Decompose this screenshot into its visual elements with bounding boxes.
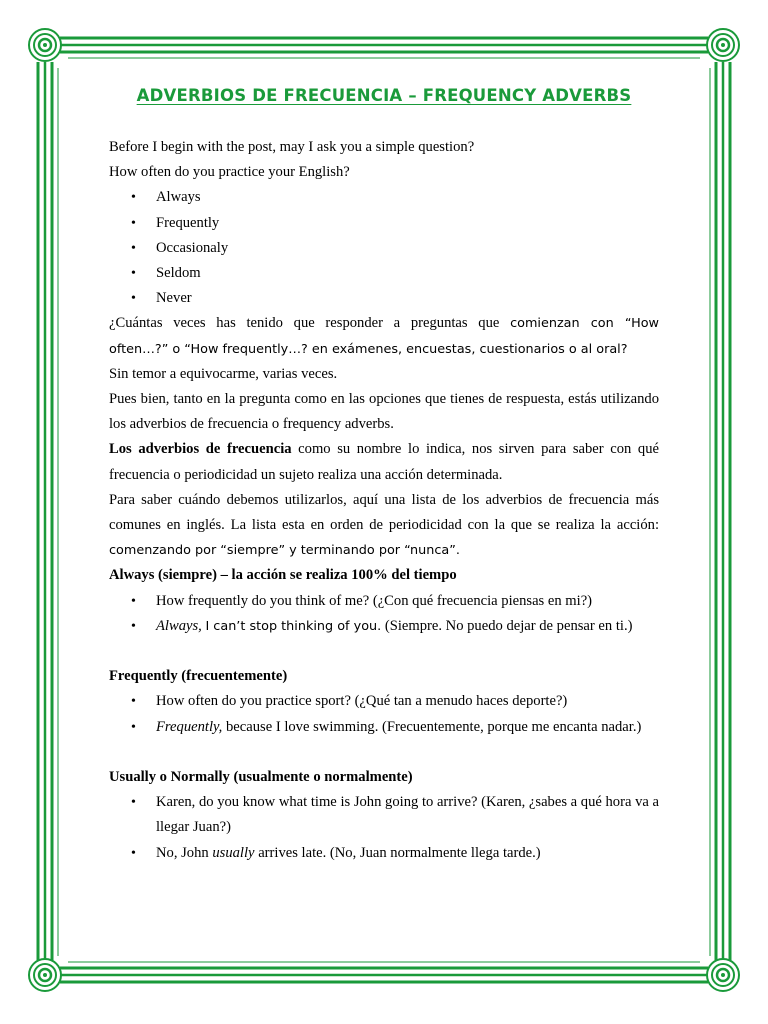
- usually-examples: [109, 790, 659, 866]
- intro-question: How often do you practice your English?: [109, 164, 350, 181]
- paragraph-sin-temor: Sin temor a equivocarme, varias veces.: [109, 365, 338, 382]
- list-item: • Always: [109, 185, 659, 210]
- paragraph-pues-bien: Pues bien, tanto en la pregunta como en las opciones que tienes de respuesta, estás utilizando los adverbios de frecuencia o frequency adverbs.: [109, 391, 659, 433]
- section-heading-always: Always (siempre) – la acción se realiza 100% del tiempo: [109, 567, 457, 584]
- section-heading-usually: Usually o Normally (usualmente o normalmente): [109, 769, 413, 786]
- spacer: [109, 639, 659, 664]
- section-heading-frequently: Frequently (frecuentemente): [109, 668, 288, 685]
- list-item: • Frequently, because I love swimming. (Frecuentemente, porque me encanta nadar.): [109, 715, 659, 740]
- paragraph-list-intro: Para saber cuándo debemos utilizarlos, aquí una lista de los adverbios de frecuencia más comunes en inglés. La lista esta en orden de periodicidad con la que se realiza la acción: comenzando por “siempre” y terminando por “nunca”.: [109, 491, 659, 559]
- always-examples: [109, 589, 659, 639]
- paragraph-cuantas-veces-cont: often…?” o “How frequently…? en exámenes, encuestas, cuestionarios o al oral?: [109, 341, 628, 357]
- spacer: [109, 740, 659, 765]
- list-item: • Karen, do you know what time is John going to arrive? (Karen, ¿sabes a qué hora va a llegar Juan?): [109, 790, 659, 840]
- list-item: • Occasionaly: [109, 236, 659, 261]
- intro-line-1: Before I begin with the post, may I ask you a simple question?: [109, 139, 475, 155]
- list-item: • No, John usually arrives late. (No, Juan normalmente llega tarde.): [109, 841, 659, 866]
- paragraph-cuantas-veces: ¿Cuántas veces has tenido que responder a preguntas que comienzan con “How: [109, 315, 660, 332]
- paragraph-definition: Los adverbios de frecuencia como su nombre lo indica, nos sirven para saber con qué frecuencia o periodicidad un sujeto realiza una acción determinada.: [109, 441, 659, 483]
- list-item: • Seldom: [109, 261, 659, 286]
- frequently-examples: [109, 689, 659, 739]
- list-item: • Frequently: [109, 211, 659, 236]
- list-item: • Never: [109, 286, 659, 311]
- list-item: • How frequently do you think of me? (¿Con qué frecuencia piensas en mi?): [109, 589, 659, 614]
- answer-options-list: [109, 185, 659, 311]
- list-item: • Always, I can’t stop thinking of you. (Siempre. No puedo dejar de pensar en ti.): [109, 614, 659, 639]
- list-item: • How often do you practice sport? (¿Qué tan a menudo haces deporte?): [109, 689, 659, 714]
- document-title: ADVERBIOS DE FRECUENCIA – FREQUENCY ADVERBS: [136, 86, 632, 105]
- document-body: [109, 86, 659, 866]
